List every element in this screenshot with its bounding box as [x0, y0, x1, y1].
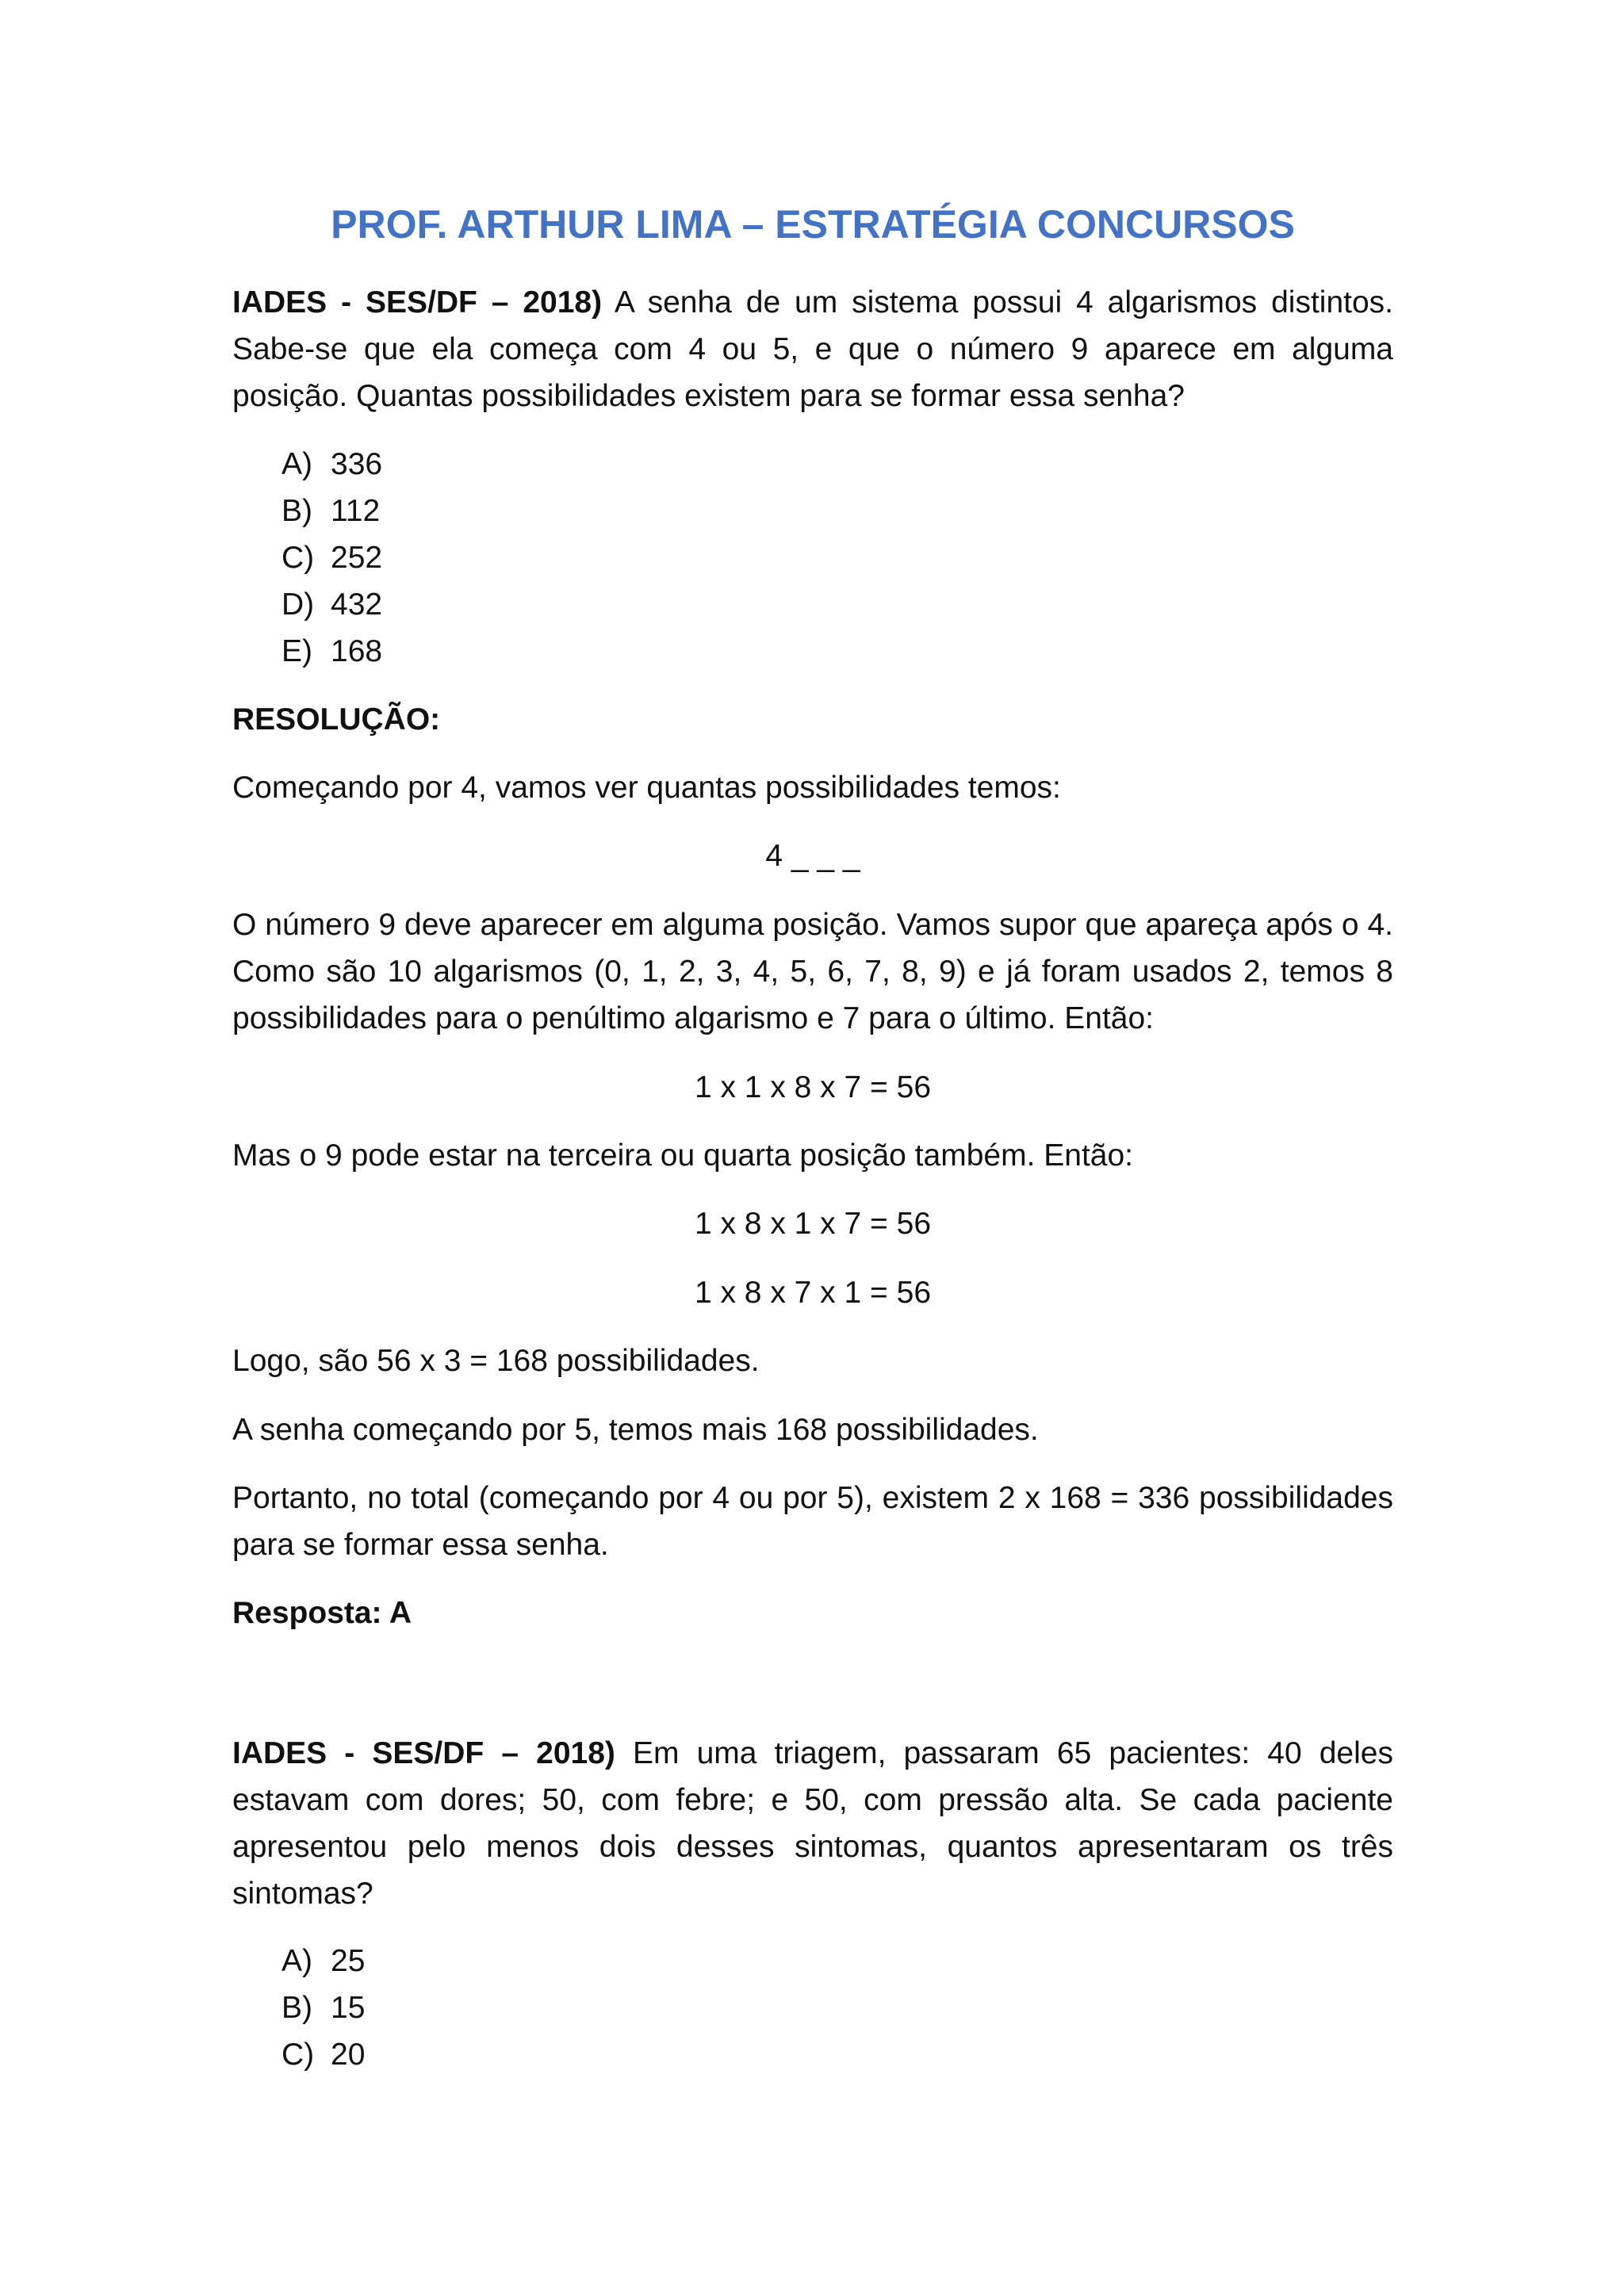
option-letter: A) [282, 447, 312, 481]
option-letter: A) [282, 1944, 312, 1978]
option-letter: B) [282, 494, 312, 528]
option-value: 20 [331, 2038, 366, 2072]
option-letter: B) [282, 1991, 312, 2025]
option-letter: E) [282, 634, 312, 668]
page-header-title: PROF. ARTHUR LIMA – ESTRATÉGIA CONCURSOS [331, 202, 1295, 247]
option-item [282, 1984, 365, 2031]
option-item [282, 488, 382, 534]
option-value: 15 [331, 1991, 366, 2025]
option-item [282, 2031, 365, 2078]
option-item [282, 581, 382, 628]
option-value: 336 [331, 447, 383, 481]
option-letter: C) [282, 541, 315, 575]
option-value: 168 [331, 634, 383, 668]
resolution-paragraph-3: Mas o 9 pode estar na terceira ou quarta posição também. Então: [232, 1138, 1133, 1173]
question-1-source: IADES - SES/DF – 2018) [232, 285, 603, 320]
resolution-paragraph-2: O número 9 deve aparecer em alguma posição. Vamos supor que apareça após o 4. Como são 10 algarismos (0, 1, 2, 3, 4, 5, 6, 7, 8, 9) e já foram usados 2, temos 8 possibilidades para o penúltimo algarismo e 7 para o último. Então: [232, 908, 1393, 1035]
resolution-paragraph-6: Portanto, no total (começando por 4 ou por 5), existem 2 x 168 = 336 possibilidades para se formar essa senha. [232, 1481, 1393, 1562]
option-letter: C) [282, 2038, 315, 2072]
option-item [282, 1938, 365, 1984]
option-item [282, 628, 382, 675]
question-2-statement [232, 1730, 1393, 1917]
resolution-paragraph-4: Logo, são 56 x 3 = 168 possibilidades. [232, 1344, 760, 1378]
question-2-options [282, 1938, 365, 2078]
question-1-statement [232, 279, 1393, 419]
option-item [282, 534, 382, 581]
question-1-options [282, 441, 382, 675]
resolution-paragraph-1: Começando por 4, vamos ver quantas possibilidades temos: [232, 771, 1061, 805]
option-value: 25 [331, 1944, 366, 1978]
equation-3: 1 x 8 x 7 x 1 = 56 [694, 1276, 932, 1310]
option-value: 112 [331, 494, 381, 528]
question-1-text: A senha de um sistema possui 4 algarismos distintos. Sabe-se que ela começa com 4 ou 5, e que o número 9 aparece em alguma posição. Quantas possibilidades existem para se formar essa senha? [232, 285, 1393, 413]
option-item [282, 441, 382, 488]
option-value: 432 [331, 587, 383, 622]
option-letter: D) [282, 587, 315, 622]
option-value: 252 [331, 541, 383, 575]
question-2-source: IADES - SES/DF – 2018) [232, 1736, 615, 1770]
question-2-text: Em uma triagem, passaram 65 pacientes: 40 deles estavam com dores; 50, com febre; e 50, com pressão alta. Se cada paciente apresentou pelo menos dois desses sintomas, quantos apresentaram os três sintomas? [232, 1736, 1393, 1911]
equation-1: 1 x 1 x 8 x 7 = 56 [694, 1070, 932, 1104]
resolution-heading: RESOLUÇÃO: [232, 702, 441, 737]
resolution-paragraph-5: A senha começando por 5, temos mais 168 possibilidades. [232, 1413, 1039, 1447]
equation-blank-positions: 4 _ _ _ [765, 839, 860, 873]
answer-line: Resposta: A [232, 1596, 412, 1630]
equation-2: 1 x 8 x 1 x 7 = 56 [694, 1207, 932, 1241]
